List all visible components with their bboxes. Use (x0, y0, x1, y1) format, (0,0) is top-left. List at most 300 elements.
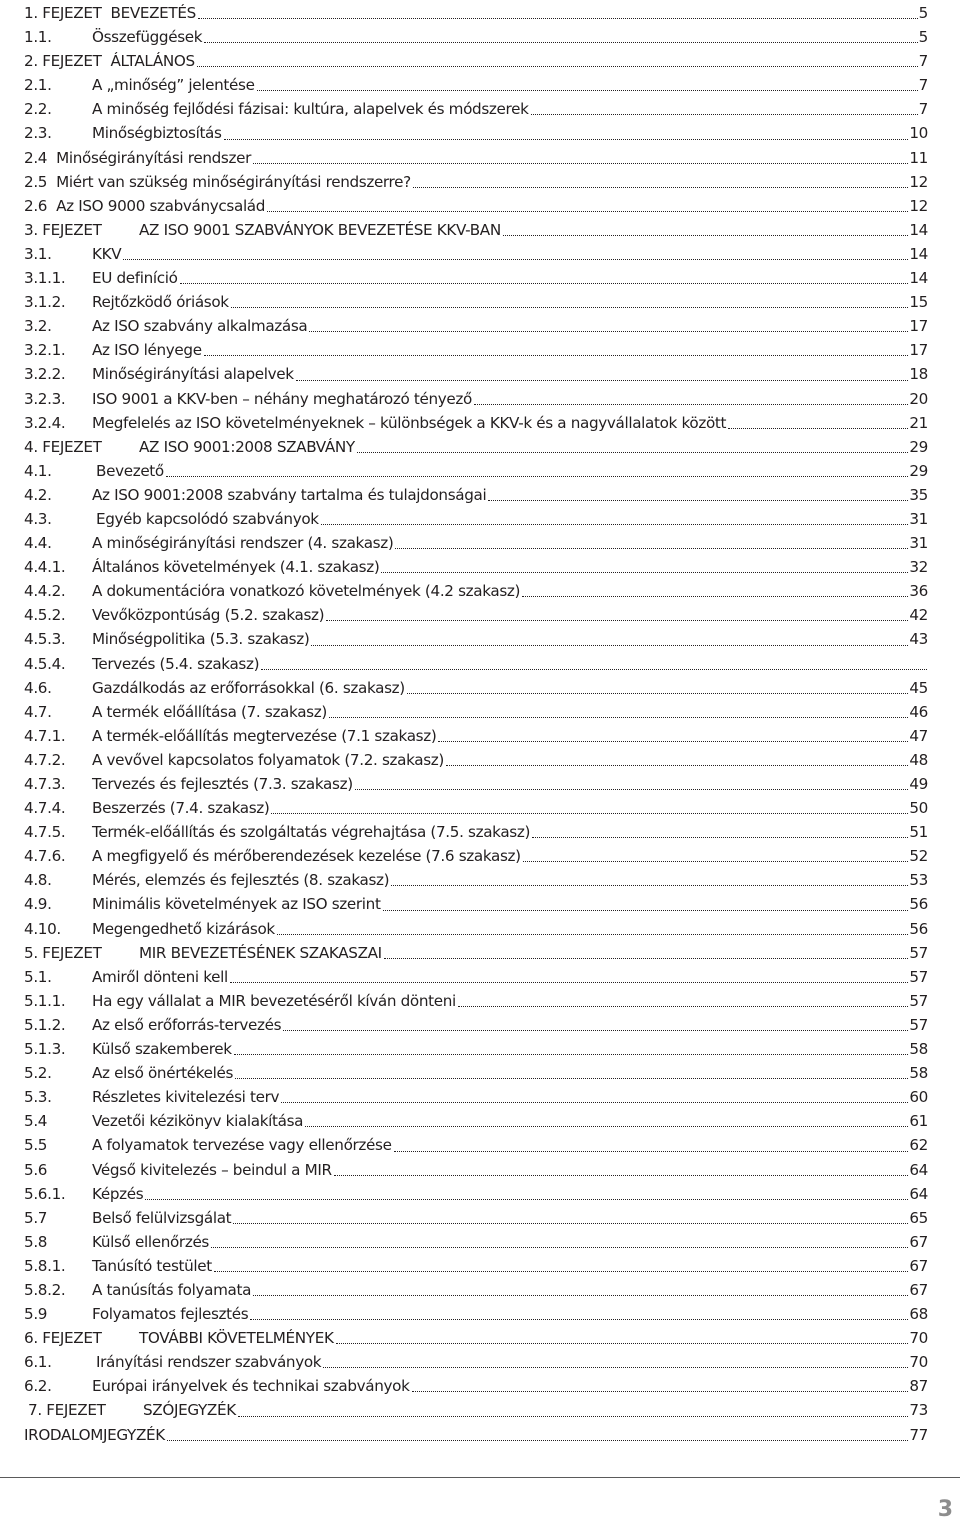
toc-entry-title: Megfelelés az ISO követelményeknek – különbségek a KKV-k és a nagyvállalatok között (92, 413, 727, 432)
toc-entry-number: 4.5.2. (24, 606, 66, 625)
toc-entry-title: Termék-előállítás és szolgáltatás végrehajtása (7.5. szakasz) (92, 823, 531, 842)
toc-entry-number: 5.8.2. (24, 1280, 66, 1299)
toc-entry-page: 21 (909, 413, 928, 432)
toc-entry-number: 4.7. (24, 702, 52, 721)
toc-entry-title: KKV (92, 244, 122, 263)
toc-entry-page: 70 (909, 1353, 928, 1372)
toc-entry[interactable] (24, 652, 928, 676)
toc-entry[interactable] (24, 1230, 928, 1254)
toc-entry-number: 5.4 (24, 1112, 48, 1131)
toc-entry-title: A minőség fejlődési fázisai: kultúra, alapelvek és módszerek (92, 100, 529, 119)
toc-entry-number: 7. FEJEZET (28, 1401, 106, 1420)
toc-entry-title: MIR BEVEZETÉSÉNEK SZAKASZAI (139, 943, 382, 962)
toc-entry-number: 5.2. (24, 1064, 52, 1083)
toc-entry[interactable] (24, 1423, 928, 1447)
dot-leader (381, 571, 908, 573)
dot-leader (336, 1342, 909, 1344)
toc-entry-page: 7 (918, 52, 928, 71)
toc-entry-page: 12 (909, 172, 928, 191)
toc-entry[interactable] (24, 121, 928, 145)
toc-entry-page: 5 (918, 28, 928, 47)
toc-entry-title: BEVEZETÉS (110, 4, 196, 22)
toc-entry-number: 4.7.2. (24, 750, 66, 769)
toc-entry[interactable] (24, 362, 928, 386)
toc-entry-number: 1. FEJEZET (24, 4, 102, 22)
toc-entry[interactable] (24, 266, 928, 290)
toc-entry[interactable] (24, 676, 928, 700)
toc-entry-page: 50 (909, 799, 928, 818)
toc-entry-number: 4. FEJEZET (24, 437, 102, 456)
dot-leader (357, 451, 909, 453)
toc-entry-title: Az ISO 9000 szabványcsalád (56, 196, 266, 215)
toc-entry-number: 4.5.4. (24, 654, 66, 673)
toc-entry-page: 68 (909, 1305, 928, 1324)
toc-entry[interactable] (24, 1133, 928, 1157)
toc-entry-page: 5 (918, 4, 928, 22)
toc-entry[interactable] (24, 917, 928, 941)
toc-entry-title: SZÓJEGYZÉK (143, 1401, 236, 1420)
toc-entry[interactable] (24, 194, 928, 218)
toc-entry-page: 7 (918, 100, 928, 119)
toc-entry-number: 3.2.1. (24, 341, 66, 360)
toc-entry-page: 87 (909, 1377, 928, 1396)
toc-entry-page: 29 (909, 461, 928, 480)
toc-entry-number: 4.4. (24, 534, 52, 553)
toc-entry-number: 5. FEJEZET (24, 943, 102, 962)
toc-entry[interactable] (24, 1350, 928, 1374)
toc-entry-number: 3.1.2. (24, 293, 66, 312)
toc-entry[interactable] (24, 1061, 928, 1085)
toc-entry-title: Beszerzés (7.4. szakasz) (92, 799, 270, 818)
toc-entry[interactable] (24, 435, 928, 459)
toc-entry-page: 61 (909, 1112, 928, 1131)
toc-entry-number: 4.8. (24, 871, 52, 890)
toc-entry-title: A minőségirányítási rendszer (4. szakasz) (92, 534, 394, 553)
toc-entry-title: Az ISO szabvány alkalmazása (92, 317, 308, 336)
dot-leader (145, 1198, 908, 1200)
footer-divider (0, 1477, 960, 1478)
toc-entry[interactable] (24, 97, 928, 121)
toc-entry[interactable] (24, 1158, 928, 1182)
toc-entry-number: 6.2. (24, 1377, 52, 1396)
dot-leader (311, 644, 908, 646)
toc-entry-page: 31 (909, 509, 928, 528)
toc-entry[interactable] (24, 314, 928, 338)
toc-entry-page: 35 (909, 485, 928, 504)
toc-entry[interactable] (24, 411, 928, 435)
dot-leader (395, 547, 908, 549)
toc-entry-number: 1.1. (24, 28, 52, 47)
dot-leader (474, 403, 908, 405)
toc-entry-page: 53 (909, 871, 928, 890)
toc-entry-title: Végső kivitelezés – beindul a MIR (92, 1160, 332, 1179)
toc-entry[interactable] (24, 1398, 928, 1422)
dot-leader (522, 595, 908, 597)
toc-entry[interactable] (24, 820, 928, 844)
toc-entry-title: Belső felülvizsgálat (92, 1208, 232, 1227)
toc-entry-number: 4.9. (24, 895, 52, 914)
toc-entry-number: 4.7.1. (24, 726, 66, 745)
toc-entry-number: 3.2.3. (24, 389, 66, 408)
toc-entry[interactable] (24, 483, 928, 507)
toc-entry-page: 57 (909, 967, 928, 986)
toc-entry-number: 2.2. (24, 100, 52, 119)
toc-entry-page: 57 (909, 1015, 928, 1034)
toc-entry-title: Vezetői kézikönyv kialakítása (92, 1112, 304, 1131)
toc-entry-page: 51 (909, 823, 928, 842)
toc-entry-title: Részletes kivitelezési terv (92, 1088, 280, 1107)
toc-entry-page: 32 (909, 558, 928, 577)
toc-entry-title: Tervezés és fejlesztés (7.3. szakasz) (92, 775, 353, 793)
toc-entry-title: Külső ellenőrzés (92, 1232, 209, 1251)
dot-leader (198, 17, 918, 19)
toc-entry-title: A „minőség” jelentése (92, 76, 255, 95)
toc-entry-number: 4.6. (24, 678, 52, 697)
toc-entry-page: 14 (909, 220, 928, 239)
toc-entry-number: 4.5.3. (24, 630, 66, 649)
dot-leader (167, 1439, 909, 1441)
toc-entry[interactable] (24, 73, 928, 97)
toc-entry-number: 5.1.3. (24, 1040, 66, 1059)
toc-entry-number: 2.3. (24, 124, 52, 143)
dot-leader (326, 619, 908, 621)
dot-leader (238, 1415, 909, 1417)
toc-entry-number: 2.1. (24, 76, 52, 95)
dot-leader (384, 957, 909, 959)
toc-entry-title: A termék előállítása (7. szakasz) (92, 702, 327, 721)
toc-entry-title: Vevőközpontúság (5.2. szakasz) (92, 606, 325, 625)
dot-leader (250, 1318, 908, 1320)
dot-leader (277, 933, 908, 935)
dot-leader (531, 113, 918, 115)
dot-leader (323, 1366, 908, 1368)
dot-leader (503, 234, 909, 236)
toc-entry-page: 46 (909, 702, 928, 721)
toc-entry-title: Általános követelmények (4.1. szakasz) (92, 558, 380, 577)
toc-entry-number: 3.2.4. (24, 413, 66, 432)
toc-entry-page: 11 (909, 148, 928, 167)
toc-entry-title: Képzés (92, 1184, 144, 1203)
dot-leader (329, 716, 908, 718)
toc-entry-number: 3.2. (24, 317, 52, 336)
dot-leader (532, 836, 908, 838)
toc-entry-title: Irányítási rendszer szabványok (96, 1353, 322, 1372)
dot-leader (267, 210, 908, 212)
toc-entry-page: 45 (909, 678, 928, 697)
toc-entry-page: 7 (918, 76, 928, 95)
toc-entry-title: A dokumentációra vonatkozó követelmények (4.2 szakasz) (92, 582, 521, 601)
toc-entry[interactable] (24, 1182, 928, 1206)
toc-entry-number: 5.1.1. (24, 991, 66, 1010)
toc-entry[interactable] (24, 290, 928, 314)
toc-entry[interactable] (24, 1013, 928, 1037)
dot-leader (413, 186, 909, 188)
toc-entry-number: 5.7 (24, 1208, 48, 1227)
toc-entry-page: 14 (909, 244, 928, 263)
toc-entry-number: 4.7.5. (24, 823, 66, 842)
toc-entry-number: 2.4 (24, 148, 48, 167)
toc-entry-title: Minőségpolitika (5.3. szakasz) (92, 630, 310, 649)
toc-entry-number: 2.5 (24, 172, 48, 191)
toc-entry[interactable] (24, 146, 928, 170)
toc-entry[interactable] (24, 772, 928, 796)
toc-entry-page: 15 (909, 293, 928, 312)
table-of-contents (24, 1, 928, 1447)
toc-entry[interactable] (24, 844, 928, 868)
toc-entry-page: 12 (909, 196, 928, 215)
toc-entry-number: 2.6 (24, 196, 48, 215)
toc-entry-page: 42 (909, 606, 928, 625)
toc-entry-number: 3.2.2. (24, 365, 66, 384)
dot-leader (321, 523, 909, 525)
toc-entry[interactable] (24, 965, 928, 989)
dot-leader (728, 427, 908, 429)
dot-leader (224, 138, 909, 140)
dot-leader (305, 1125, 908, 1127)
toc-entry-title: A folyamatok tervezése vagy ellenőrzése (92, 1136, 392, 1155)
toc-entry-number: 4.7.6. (24, 847, 66, 866)
toc-entry-title: Minőségbiztosítás (92, 124, 222, 143)
toc-entry[interactable] (24, 242, 928, 266)
dot-leader (296, 379, 909, 381)
toc-entry-title: Rejtőzködő óriások (92, 293, 229, 312)
dot-leader (355, 788, 909, 790)
toc-entry[interactable] (24, 555, 928, 579)
dot-leader (446, 764, 908, 766)
toc-entry-number: 5.3. (24, 1088, 52, 1107)
toc-entry-page: 43 (909, 630, 928, 649)
toc-entry-title: Az ISO lényege (92, 341, 202, 360)
toc-entry-number: 4.7.3. (24, 775, 66, 793)
toc-entry-number: 5.8 (24, 1232, 48, 1251)
toc-entry[interactable] (24, 1278, 928, 1302)
dot-leader (234, 1053, 909, 1055)
toc-entry-number: 3. FEJEZET (24, 220, 102, 239)
toc-entry[interactable] (24, 724, 928, 748)
toc-entry-title: Gazdálkodás az erőforrásokkal (6. szakasz) (92, 678, 405, 697)
toc-entry[interactable] (24, 387, 928, 411)
toc-entry-title: ISO 9001 a KKV-ben – néhány meghatározó tényező (92, 389, 472, 408)
toc-entry-number: 4.10. (24, 919, 61, 938)
toc-entry-title: Miért van szükség minőségirányítási rendszerre? (56, 172, 411, 191)
toc-entry-title: Minőségirányítási alapelvek (92, 365, 294, 384)
toc-entry-title: Megengedhető kizárások (92, 919, 275, 938)
dot-leader (488, 499, 908, 501)
toc-entry[interactable] (24, 579, 928, 603)
toc-entry-page: 36 (909, 582, 928, 601)
toc-entry-page: 64 (909, 1160, 928, 1179)
toc-entry-page: 58 (909, 1040, 928, 1059)
toc-entry-title: TOVÁBBI KÖVETELMÉNYEK (139, 1329, 334, 1348)
toc-entry-number: 6.1. (24, 1353, 52, 1372)
dot-leader (391, 884, 908, 886)
dot-leader (281, 1101, 908, 1103)
toc-entry-title: Az ISO 9001:2008 szabvány tartalma és tulajdonságai (92, 485, 487, 504)
dot-leader (412, 1390, 909, 1392)
toc-entry-page: 17 (909, 317, 928, 336)
dot-leader (235, 1077, 908, 1079)
toc-entry-number: 5.1.2. (24, 1015, 66, 1034)
dot-leader (211, 1246, 908, 1248)
toc-entry[interactable] (24, 459, 928, 483)
toc-entry-title: A vevővel kapcsolatos folyamatok (7.2. szakasz) (92, 750, 444, 769)
toc-entry-title: AZ ISO 9001:2008 SZABVÁNY (139, 437, 355, 456)
toc-entry-number: 5.6 (24, 1160, 48, 1179)
toc-entry[interactable] (24, 1302, 928, 1326)
toc-entry-page: 67 (909, 1280, 928, 1299)
toc-entry-title: Európai irányelvek és technikai szabványok (92, 1377, 410, 1396)
dot-leader (257, 89, 918, 91)
dot-leader (394, 1150, 909, 1152)
toc-entry[interactable] (24, 1206, 928, 1230)
toc-entry-title: Ha egy vállalat a MIR bevezetéséről kíván dönteni (92, 991, 456, 1010)
toc-entry-page: 56 (909, 919, 928, 938)
toc-entry-page: 58 (909, 1064, 928, 1083)
toc-entry-number: 5.6.1. (24, 1184, 66, 1203)
toc-entry-page: 62 (909, 1136, 928, 1155)
toc-entry-page: 67 (909, 1256, 928, 1275)
toc-entry[interactable] (24, 338, 928, 362)
toc-entry-page: 65 (909, 1208, 928, 1227)
toc-entry-number: 5.9 (24, 1305, 48, 1324)
toc-entry-number: 2. FEJEZET (24, 52, 102, 71)
toc-entry-title: Amiről dönteni kell (92, 967, 228, 986)
toc-entry-title: IRODALOMJEGYZÉK (24, 1425, 165, 1444)
toc-entry-title: Tanúsító testület (92, 1256, 212, 1275)
toc-entry[interactable] (24, 170, 928, 194)
dot-leader (523, 860, 909, 862)
toc-entry-page: 17 (909, 341, 928, 360)
toc-entry[interactable] (24, 603, 928, 627)
toc-entry-number: 3.1.1. (24, 269, 66, 288)
toc-entry[interactable] (24, 1326, 928, 1350)
toc-entry-title: AZ ISO 9001 SZABVÁNYOK BEVEZETÉSE KKV-BAN (139, 220, 501, 239)
dot-leader (231, 306, 909, 308)
toc-entry-page: 47 (909, 726, 928, 745)
toc-entry-title: EU definíció (92, 269, 178, 288)
toc-entry[interactable] (24, 49, 928, 73)
dot-leader (261, 668, 927, 670)
toc-entry-page: 52 (909, 847, 928, 866)
toc-entry-page: 20 (909, 389, 928, 408)
toc-entry[interactable] (24, 25, 928, 49)
toc-entry-title: Minőségirányítási rendszer (56, 148, 251, 167)
toc-entry-title: Tervezés (5.4. szakasz) (92, 654, 260, 673)
toc-entry[interactable] (24, 941, 928, 965)
toc-entry-page: 57 (909, 943, 928, 962)
page-number: 3 (937, 1497, 953, 1522)
toc-entry-number: 4.4.1. (24, 558, 66, 577)
toc-entry[interactable] (24, 796, 928, 820)
toc-entry-page: 49 (909, 775, 928, 793)
toc-entry-page: 31 (909, 534, 928, 553)
dot-leader (204, 41, 917, 43)
dot-leader (309, 330, 908, 332)
toc-entry-page: 48 (909, 750, 928, 769)
toc-entry-title: Az első erőforrás-tervezés (92, 1015, 282, 1034)
dot-leader (123, 258, 908, 260)
toc-entry[interactable] (24, 627, 928, 651)
toc-entry-title: Egyéb kapcsolódó szabványok (96, 509, 319, 528)
dot-leader (204, 354, 909, 356)
dot-leader (180, 282, 909, 284)
toc-entry-title: Az első önértékelés (92, 1064, 234, 1083)
toc-entry[interactable] (24, 531, 928, 555)
dot-leader (458, 1005, 908, 1007)
toc-entry-title: ÁLTALÁNOS (110, 52, 195, 71)
toc-entry[interactable] (24, 507, 928, 531)
toc-entry-number: 5.8.1. (24, 1256, 66, 1275)
toc-entry[interactable] (24, 748, 928, 772)
toc-entry[interactable] (24, 1254, 928, 1278)
toc-entry-title: Folyamatos fejlesztés (92, 1305, 249, 1324)
toc-entry-title: A megfigyelő és mérőberendezések kezelése (7.6 szakasz) (92, 847, 521, 866)
toc-entry-page: 10 (909, 124, 928, 143)
toc-entry-page: 67 (909, 1232, 928, 1251)
dot-leader (230, 981, 908, 983)
dot-leader (233, 1222, 908, 1224)
toc-entry-page: 57 (909, 991, 928, 1010)
toc-entry-title: A tanúsítás folyamata (92, 1280, 252, 1299)
toc-entry-title: Minimális követelmények az ISO szerint (92, 895, 381, 914)
toc-entry-page: 60 (909, 1088, 928, 1107)
toc-entry-page: 14 (909, 269, 928, 288)
toc-entry-number: 4.2. (24, 485, 52, 504)
toc-entry-number: 4.3. (24, 509, 52, 528)
dot-leader (253, 1294, 908, 1296)
dot-leader (253, 162, 908, 164)
toc-entry-page: 73 (909, 1401, 928, 1420)
toc-entry-number: 4.7.4. (24, 799, 66, 818)
toc-entry-title: Mérés, elemzés és fejlesztés (8. szakasz) (92, 871, 390, 890)
dot-leader (383, 909, 909, 911)
toc-entry-number: 6. FEJEZET (24, 1329, 102, 1348)
dot-leader (438, 740, 908, 742)
dot-leader (271, 812, 908, 814)
toc-entry[interactable] (24, 218, 928, 242)
dot-leader (407, 692, 908, 694)
toc-entry-page: 18 (909, 365, 928, 384)
toc-entry-page: 70 (909, 1329, 928, 1348)
dot-leader (166, 475, 909, 477)
toc-entry[interactable] (24, 1109, 928, 1133)
dot-leader (197, 65, 918, 67)
toc-entry[interactable] (24, 892, 928, 916)
toc-entry-page: 77 (909, 1425, 928, 1444)
toc-entry-number: 5.5 (24, 1136, 48, 1155)
toc-entry-page: 64 (909, 1184, 928, 1203)
toc-entry[interactable] (24, 989, 928, 1013)
toc-entry[interactable] (24, 1374, 928, 1398)
toc-entry[interactable] (24, 868, 928, 892)
toc-entry[interactable] (24, 1085, 928, 1109)
toc-entry-page: 29 (909, 437, 928, 456)
toc-entry-title: A termék-előállítás megtervezése (7.1 szakasz) (92, 726, 437, 745)
toc-entry-title: Bevezető (96, 461, 164, 480)
toc-entry-number: 5.1. (24, 967, 52, 986)
toc-entry-title: Külső szakemberek (92, 1040, 232, 1059)
dot-leader (334, 1174, 909, 1176)
dot-leader (283, 1029, 908, 1031)
toc-entry-title: Összefüggések (92, 28, 203, 47)
dot-leader (214, 1270, 908, 1272)
toc-entry-number: 4.1. (24, 461, 52, 480)
toc-entry[interactable] (24, 1037, 928, 1061)
toc-entry[interactable] (24, 700, 928, 724)
toc-entry-number: 3.1. (24, 244, 52, 263)
toc-entry[interactable] (24, 1, 928, 25)
toc-entry-page: 56 (909, 895, 928, 914)
